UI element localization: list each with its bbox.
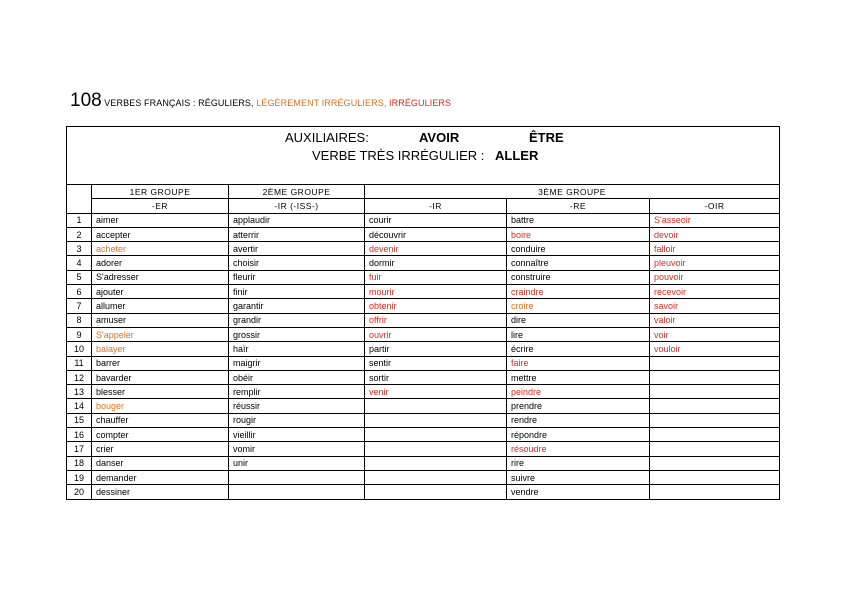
ir-iss-verb: atterrir [229, 227, 365, 241]
re-verb: boire [507, 227, 650, 241]
ir-verb: partir [365, 342, 507, 356]
ir-verb: dormir [365, 256, 507, 270]
verb-row [67, 413, 780, 427]
er-verb: dessiner [92, 485, 229, 499]
re-verb: battre [507, 213, 650, 227]
oir-verb [650, 456, 780, 470]
etre-verb: ÊTRE [529, 130, 564, 145]
group3-header: 3ÈME GROUPE [365, 185, 780, 199]
er-verb: blesser [92, 385, 229, 399]
oir-verb: vouloir [650, 342, 780, 356]
oir-verb [650, 413, 780, 427]
er-verb: amuser [92, 313, 229, 327]
ir-verb: ouvrir [365, 327, 507, 341]
ir-iss-verb: vieillir [229, 428, 365, 442]
ir-verb: offrir [365, 313, 507, 327]
verb-row [67, 242, 780, 256]
row-index: 2 [67, 227, 92, 241]
auxiliaires-banner [67, 127, 780, 185]
verb-row [67, 428, 780, 442]
page-title [70, 90, 451, 112]
er-verb: danser [92, 456, 229, 470]
oir-verb [650, 385, 780, 399]
verb-row [67, 313, 780, 327]
ir-verb: venir [365, 385, 507, 399]
ir-verb [365, 413, 507, 427]
re-verb: rendre [507, 413, 650, 427]
oir-verb: voir [650, 327, 780, 341]
avoir-verb: AVOIR [419, 130, 460, 145]
er-verb: acheter [92, 242, 229, 256]
row-index: 16 [67, 428, 92, 442]
re-verb: construire [507, 270, 650, 284]
re-verb: croire [507, 299, 650, 313]
row-index: 8 [67, 313, 92, 327]
ir-verb: devenir [365, 242, 507, 256]
oir-verb [650, 485, 780, 499]
verb-row [67, 370, 780, 384]
er-verb: compter [92, 428, 229, 442]
ir-iss-header: -IR (-ISS-) [229, 199, 365, 213]
verb-row [67, 485, 780, 499]
ir-verb [365, 470, 507, 484]
re-verb: suivre [507, 470, 650, 484]
oir-verb [650, 370, 780, 384]
index-header [67, 185, 92, 214]
verb-row [67, 470, 780, 484]
er-verb: ajouter [92, 285, 229, 299]
oir-verb: pleuvoir [650, 256, 780, 270]
verb-row [67, 399, 780, 413]
ir-iss-verb: remplir [229, 385, 365, 399]
ir-verb: mourir [365, 285, 507, 299]
title-slightly-irregular: LÉGÈREMENT IRRÉGULIERS, [256, 98, 387, 108]
er-verb: demander [92, 470, 229, 484]
ir-verb: sortir [365, 370, 507, 384]
ir-iss-verb: grossir [229, 327, 365, 341]
er-verb: S'adresser [92, 270, 229, 284]
row-index: 17 [67, 442, 92, 456]
oir-verb: S'asseoir [650, 213, 780, 227]
row-index: 3 [67, 242, 92, 256]
er-verb: accepter [92, 227, 229, 241]
verb-row [67, 342, 780, 356]
verb-row [67, 385, 780, 399]
oir-verb [650, 470, 780, 484]
er-verb: barrer [92, 356, 229, 370]
row-index: 14 [67, 399, 92, 413]
ir-iss-verb [229, 485, 365, 499]
row-index: 6 [67, 285, 92, 299]
verb-row [67, 356, 780, 370]
ir-iss-verb: finir [229, 285, 365, 299]
ir-iss-verb: grandir [229, 313, 365, 327]
er-verb: balayer [92, 342, 229, 356]
ir-iss-verb: avertir [229, 242, 365, 256]
re-verb: résoudre [507, 442, 650, 456]
row-index: 11 [67, 356, 92, 370]
row-index: 18 [67, 456, 92, 470]
oir-verb [650, 356, 780, 370]
ir-verb [365, 456, 507, 470]
er-verb: aimer [92, 213, 229, 227]
ir-iss-verb: unir [229, 456, 365, 470]
row-index: 12 [67, 370, 92, 384]
title-number: 108 [70, 90, 102, 111]
row-index: 15 [67, 413, 92, 427]
er-verb: chauffer [92, 413, 229, 427]
ir-header: -IR [365, 199, 507, 213]
verb-row [67, 285, 780, 299]
re-verb: dire [507, 313, 650, 327]
group-header-row [67, 185, 780, 199]
oir-verb [650, 442, 780, 456]
row-index: 19 [67, 470, 92, 484]
row-index: 20 [67, 485, 92, 499]
er-verb: S'appeler [92, 327, 229, 341]
re-verb: conduire [507, 242, 650, 256]
ir-verb: sentir [365, 356, 507, 370]
ir-verb: obtenir [365, 299, 507, 313]
oir-verb: valoir [650, 313, 780, 327]
ir-iss-verb: vomir [229, 442, 365, 456]
oir-verb: pouvoir [650, 270, 780, 284]
re-verb: rire [507, 456, 650, 470]
banner-row [67, 127, 780, 185]
ir-iss-verb: applaudir [229, 213, 365, 227]
oir-verb: falloir [650, 242, 780, 256]
ir-verb: courir [365, 213, 507, 227]
verb-row [67, 227, 780, 241]
ir-verb: fuir [365, 270, 507, 284]
group2-header: 2ÈME GROUPE [229, 185, 365, 199]
oir-verb [650, 428, 780, 442]
verb-table [66, 126, 780, 500]
ir-iss-verb: choisir [229, 256, 365, 270]
oir-verb [650, 399, 780, 413]
ir-iss-verb: réussir [229, 399, 365, 413]
verb-row [67, 299, 780, 313]
re-header: -RE [507, 199, 650, 213]
row-index: 13 [67, 385, 92, 399]
row-index: 5 [67, 270, 92, 284]
ir-iss-verb: maigrir [229, 356, 365, 370]
tres-irregulier-label: VERBE TRÈS IRRÉGULIER : [312, 148, 485, 163]
er-verb: allumer [92, 299, 229, 313]
er-verb: bavarder [92, 370, 229, 384]
re-verb: lire [507, 327, 650, 341]
oir-verb: recevoir [650, 285, 780, 299]
er-verb: bouger [92, 399, 229, 413]
er-verb: adorer [92, 256, 229, 270]
ir-iss-verb: rougir [229, 413, 365, 427]
title-irregular: IRRÉGULIERS [386, 98, 452, 108]
re-verb: mettre [507, 370, 650, 384]
ir-verb [365, 428, 507, 442]
auxiliaires-label: AUXILIAIRES: [285, 130, 369, 145]
group1-header: 1ER GROUPE [92, 185, 229, 199]
verb-row [67, 327, 780, 341]
aller-verb: ALLER [495, 148, 539, 163]
re-verb: répondre [507, 428, 650, 442]
ir-verb [365, 399, 507, 413]
ir-verb: découvrir [365, 227, 507, 241]
ir-iss-verb: obéir [229, 370, 365, 384]
ir-iss-verb: haïr [229, 342, 365, 356]
re-verb: faire [507, 356, 650, 370]
oir-header: -OIR [650, 199, 780, 213]
verb-row [67, 442, 780, 456]
verb-row [67, 213, 780, 227]
verb-row [67, 456, 780, 470]
ir-iss-verb [229, 470, 365, 484]
verb-row [67, 256, 780, 270]
suffix-header-row [67, 199, 780, 213]
re-verb: écrire [507, 342, 650, 356]
oir-verb: savoir [650, 299, 780, 313]
row-index: 4 [67, 256, 92, 270]
oir-verb: devoir [650, 227, 780, 241]
row-index: 7 [67, 299, 92, 313]
re-verb: craindre [507, 285, 650, 299]
verb-row [67, 270, 780, 284]
row-index: 1 [67, 213, 92, 227]
ir-verb [365, 442, 507, 456]
re-verb: peindre [507, 385, 650, 399]
re-verb: connaître [507, 256, 650, 270]
row-index: 9 [67, 327, 92, 341]
re-verb: vendre [507, 485, 650, 499]
row-index: 10 [67, 342, 92, 356]
er-header: -ER [92, 199, 229, 213]
ir-verb [365, 485, 507, 499]
er-verb: crier [92, 442, 229, 456]
re-verb: prendre [507, 399, 650, 413]
ir-iss-verb: garantir [229, 299, 365, 313]
ir-iss-verb: fleurir [229, 270, 365, 284]
title-regular: VERBES FRANÇAIS : RÉGULIERS, [101, 98, 257, 108]
